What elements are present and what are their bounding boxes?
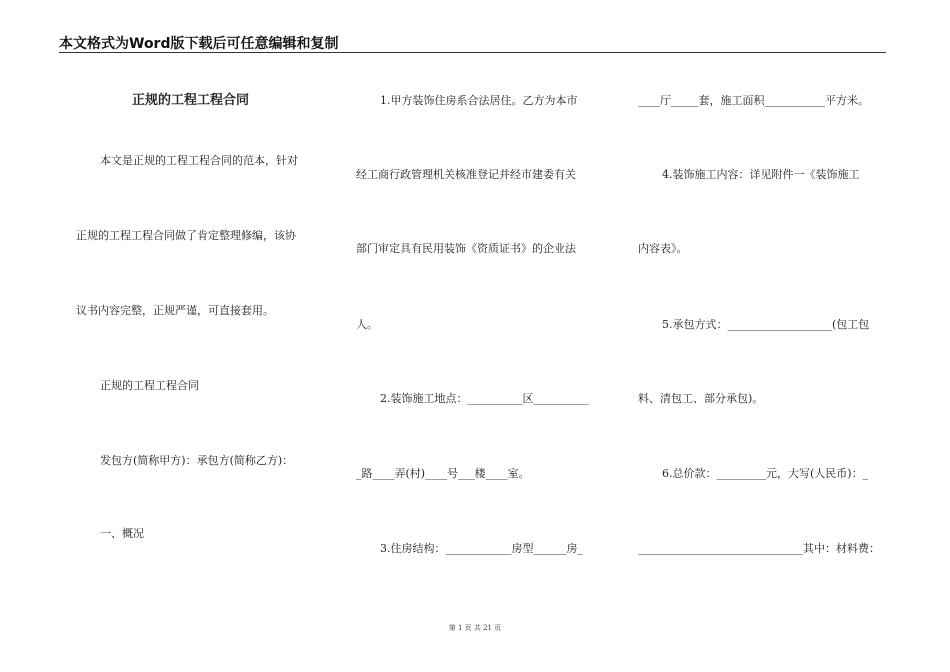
document-header: 本文格式为Word版下载后可任意编辑和复制 <box>59 36 339 52</box>
paragraph-line: ______________________________其中：材料费： <box>638 542 880 555</box>
paragraph-line: 4.装饰施工内容：详见附件一《装饰施工 <box>662 168 860 181</box>
paragraph-line: 5.承包方式：___________________(包工包 <box>662 318 870 331</box>
paragraph-line: _路____弄(村)____号___楼____室。 <box>356 467 530 480</box>
section-heading: 一、概况 <box>100 527 144 540</box>
paragraph-line: ____厅_____套，施工面积___________平方米。 <box>638 94 869 107</box>
paragraph-line: 部门审定具有民用装饰《资质证书》的企业法 <box>356 242 576 255</box>
paragraph-line: 料、清包工、部分承包)。 <box>638 392 764 405</box>
paragraph-line: 人。 <box>356 318 378 331</box>
paragraph-line: 经工商行政管理机关核准登记并经市建委有关 <box>356 168 576 181</box>
paragraph-line: 2.装饰施工地点：__________区__________ <box>380 392 589 405</box>
paragraph-line: 1.甲方装饰住房系合法居住。乙方为本市 <box>380 94 578 107</box>
paragraph-line: 正规的工程工程合同 <box>100 379 199 392</box>
paragraph-line: 发包方(简称甲方)：承包方(简称乙方)： <box>100 454 294 467</box>
paragraph-line: 议书内容完整，正规严谨，可直接套用。 <box>76 304 274 317</box>
header-rule <box>59 52 886 53</box>
doc-title: 正规的工程工程合同 <box>132 93 250 108</box>
paragraph-line: 6.总价款：_________元，大写(人民币)：_ <box>662 467 869 480</box>
page-number: 第 1 页 共 21 页 <box>448 624 502 632</box>
paragraph-line: 3.住房结构：____________房型______房_ <box>380 542 583 555</box>
paragraph-line: 本文是正规的工程工程合同的范本，针对 <box>100 154 298 167</box>
paragraph-line: 内容表》。 <box>638 242 688 255</box>
paragraph-line: 正规的工程工程合同做了肯定整理修编，该协 <box>76 229 296 242</box>
